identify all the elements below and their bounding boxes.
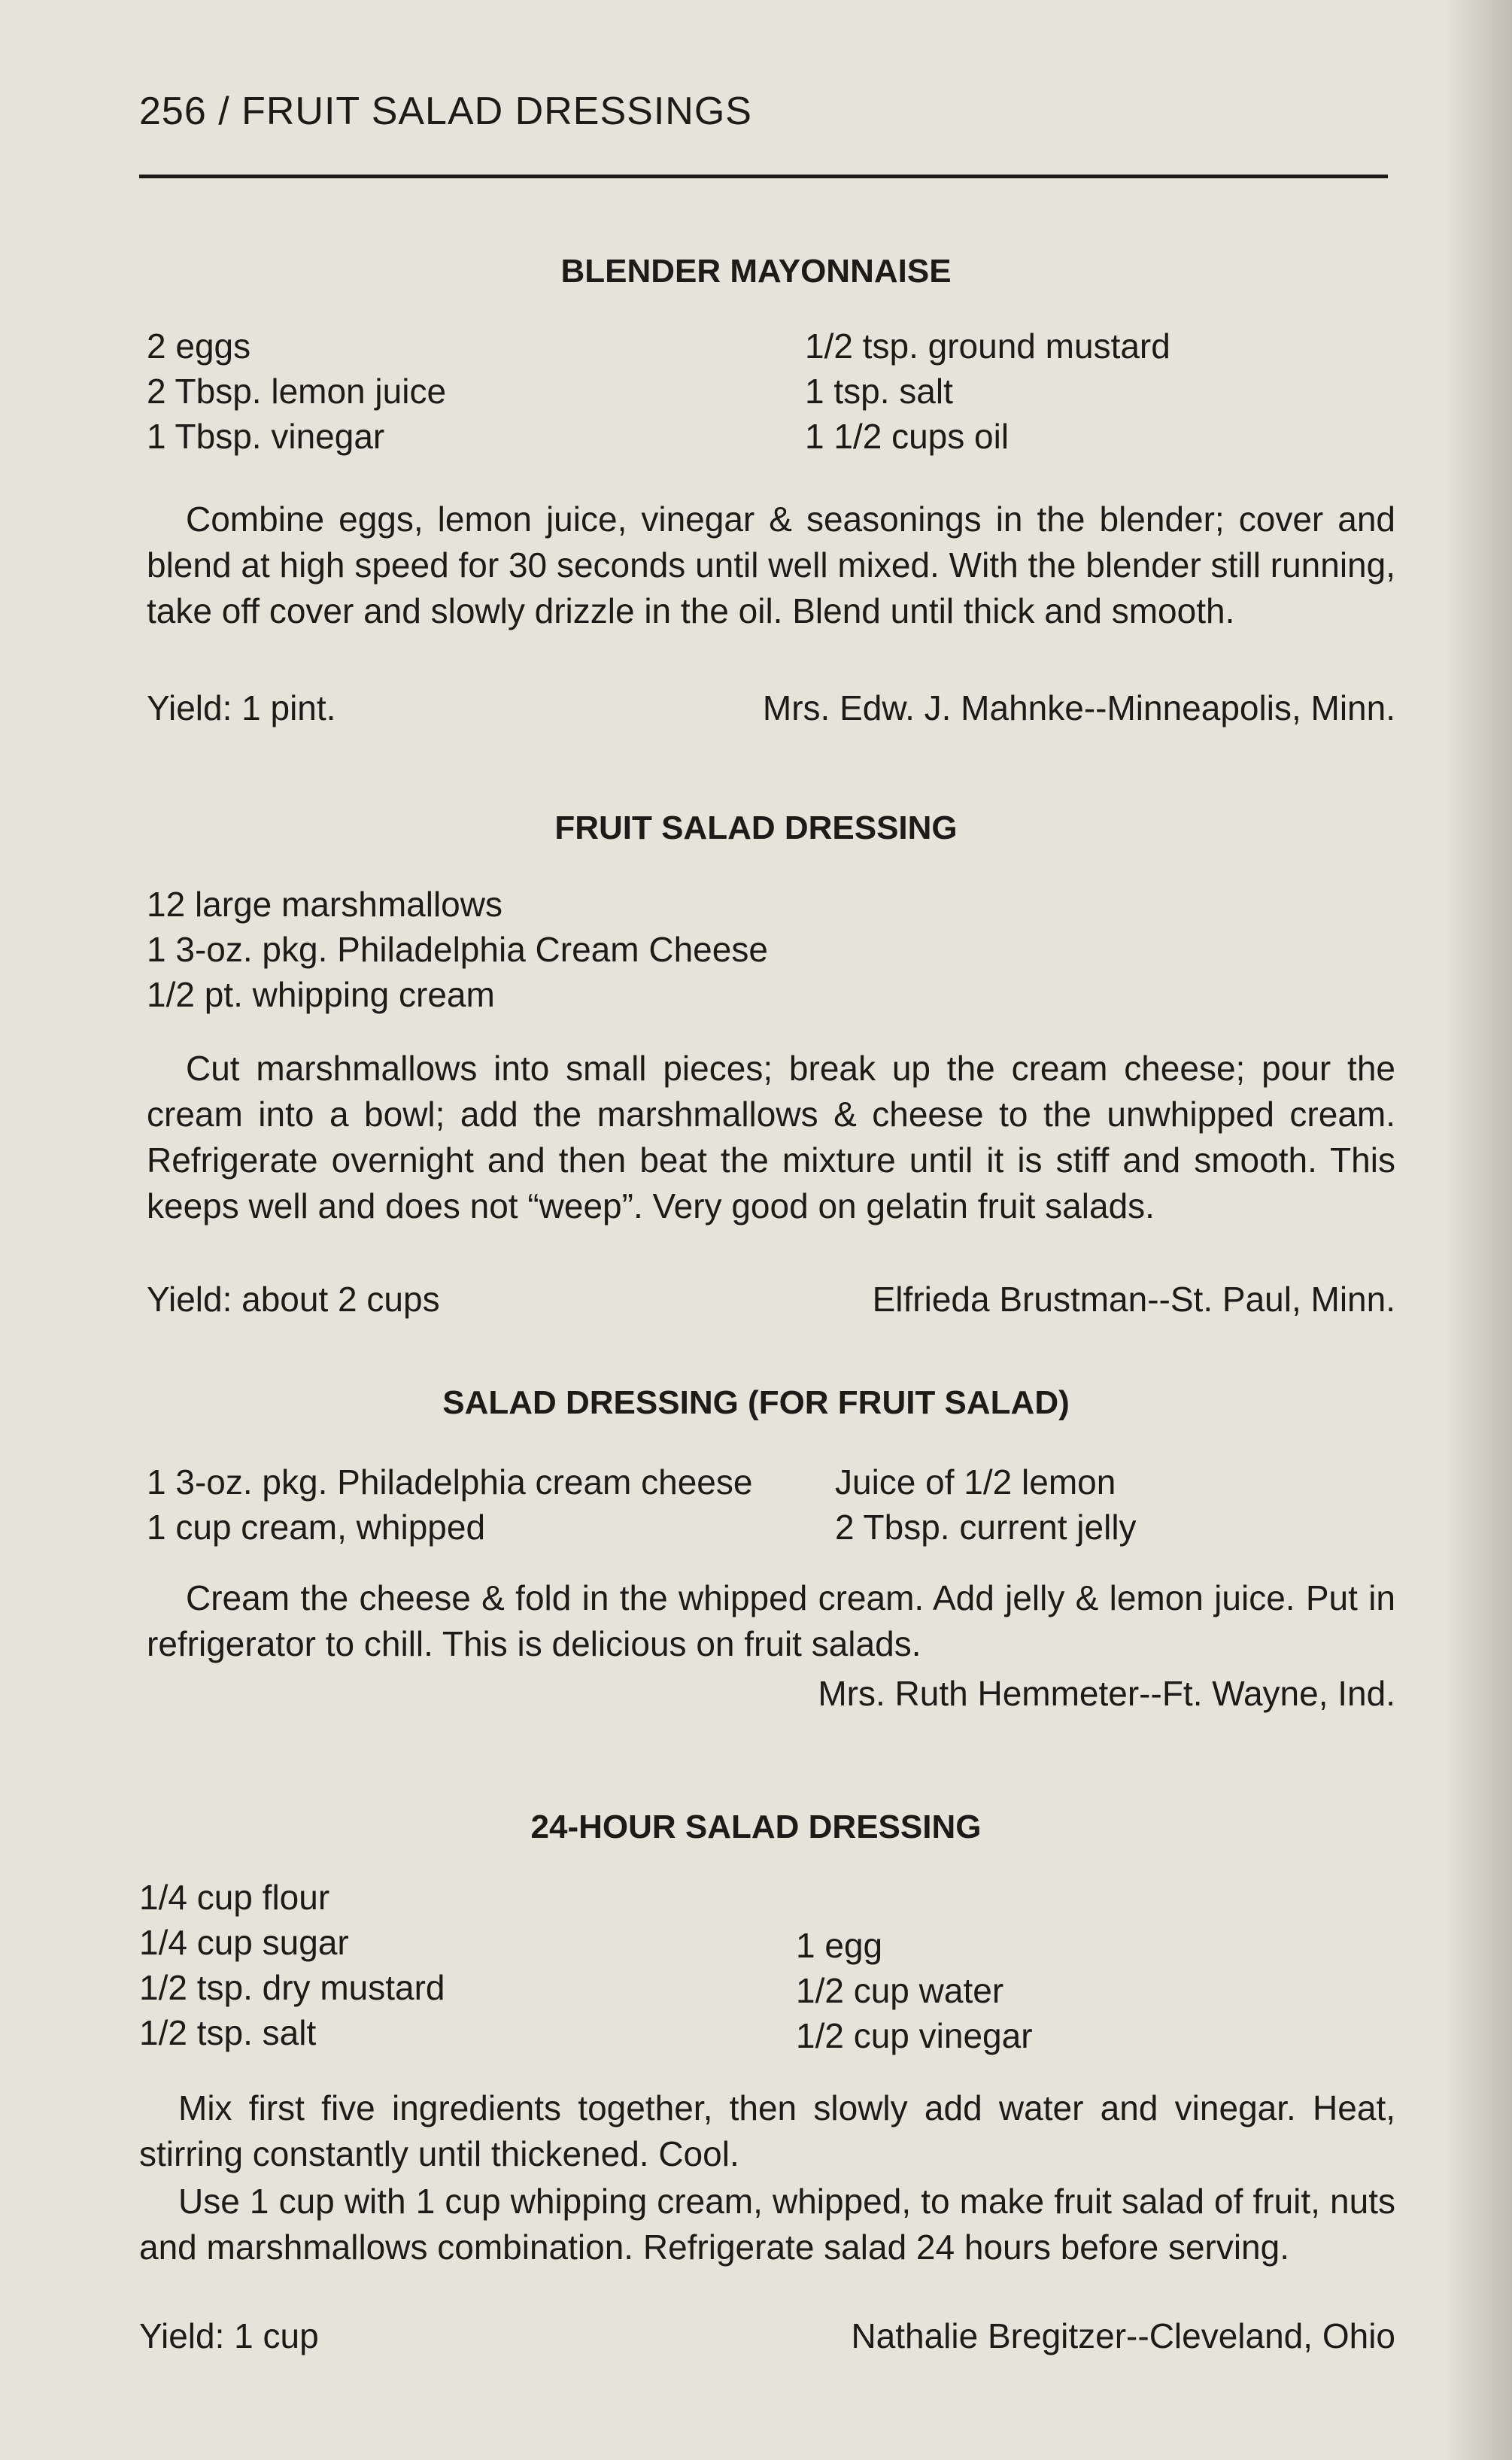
recipe-credit: Mrs. Ruth Hemmeter--Ft. Wayne, Ind. (818, 1674, 1395, 1713)
ingredient-list-right (835, 1459, 1137, 1550)
ingredient: 1 3-oz. pkg. Philadelphia cream cheese (147, 1462, 753, 1502)
ingredient: 2 Tbsp. lemon juice (147, 372, 447, 411)
ingredient: 1/2 cup vinegar (796, 2016, 1033, 2055)
recipe-directions: Cut marshmallows into small pieces; break up the cream cheese; pour the cream into a bowl; add the marshmallows & cheese to the unwhipped cream. Refrigerate overnight and then beat the mixture until it is stiff and smooth. This keeps well and does not “weep”. Very good on gelatin fruit salads. (147, 1049, 1395, 1225)
ingredient: 2 eggs (147, 326, 251, 366)
ingredient: 1/2 cup water (796, 1971, 1004, 2010)
ingredient: 1/2 pt. whipping cream (147, 975, 495, 1014)
header-rule (139, 175, 1388, 178)
ingredient: 1/4 cup flour (139, 1878, 330, 1917)
recipe-title: FRUIT SALAD DRESSING (554, 809, 958, 846)
recipe-credit: Elfrieda Brustman--St. Paul, Minn. (872, 1280, 1395, 1319)
ingredient: 1/2 tsp. ground mustard (805, 326, 1170, 366)
recipe-credit: Mrs. Edw. J. Mahnke--Minneapolis, Minn. (762, 688, 1395, 727)
ingredient-list-right (796, 1923, 1033, 2058)
recipe-yield: Yield: 1 cup (139, 2316, 319, 2355)
recipe-title: 24-HOUR SALAD DRESSING (530, 1809, 982, 1845)
ingredient: 1/2 tsp. dry mustard (139, 1968, 445, 2007)
ingredient-list-left (139, 1875, 445, 2055)
ingredient: 2 Tbsp. current jelly (835, 1508, 1137, 1547)
ingredient-list-right (805, 323, 1170, 459)
ingredient-list-left (147, 323, 446, 459)
ingredient: 1/4 cup sugar (139, 1923, 349, 1962)
ingredient: 12 large marshmallows (147, 885, 502, 924)
recipe-title: SALAD DRESSING (FOR FRUIT SALAD) (442, 1384, 1070, 1421)
ingredient: 1 1/2 cups oil (805, 417, 1010, 456)
ingredient: 1 3-oz. pkg. Philadelphia Cream Cheese (147, 930, 768, 969)
ingredient-list-left (147, 1459, 752, 1550)
recipe-directions: Cream the cheese & fold in the whipped cream. Add jelly & lemon juice. Put in refrigerator to chill. This is delicious on fruit salads. (147, 1578, 1395, 1663)
ingredient-list-left (147, 882, 768, 1017)
recipe-title: BLENDER MAYONNAISE (560, 253, 952, 290)
ingredient: 1 egg (796, 1926, 883, 1965)
recipe-directions: Mix first five ingredients together, then slowly add water and vinegar. Heat, stirring constantly until thickened. Cool. (139, 2088, 1395, 2173)
recipe-credit: Nathalie Bregitzer--Cleveland, Ohio (851, 2316, 1395, 2355)
recipe-directions: Use 1 cup with 1 cup whipping cream, whipped, to make fruit salad of fruit, nuts and marshmallows combination. Refrigerate salad 24 hours before serving. (139, 2182, 1395, 2267)
recipe-yield: Yield: 1 pint. (147, 688, 336, 727)
ingredient: 1 Tbsp. vinegar (147, 417, 385, 456)
ingredient: 1/2 tsp. salt (139, 2013, 317, 2052)
ingredient: Juice of 1/2 lemon (835, 1462, 1116, 1502)
page-edge-shadow (1444, 0, 1512, 2460)
ingredient: 1 cup cream, whipped (147, 1508, 486, 1547)
recipe-yield: Yield: about 2 cups (147, 1280, 440, 1319)
ingredient: 1 tsp. salt (805, 372, 953, 411)
page-header: 256 / FRUIT SALAD DRESSINGS (139, 90, 752, 133)
recipe-directions: Combine eggs, lemon juice, vinegar & seasonings in the blender; cover and blend at high speed for 30 seconds until well mixed. With the blender still running, take off cover and slowly drizzle in the oil. Blend until thick and smooth. (147, 500, 1395, 630)
